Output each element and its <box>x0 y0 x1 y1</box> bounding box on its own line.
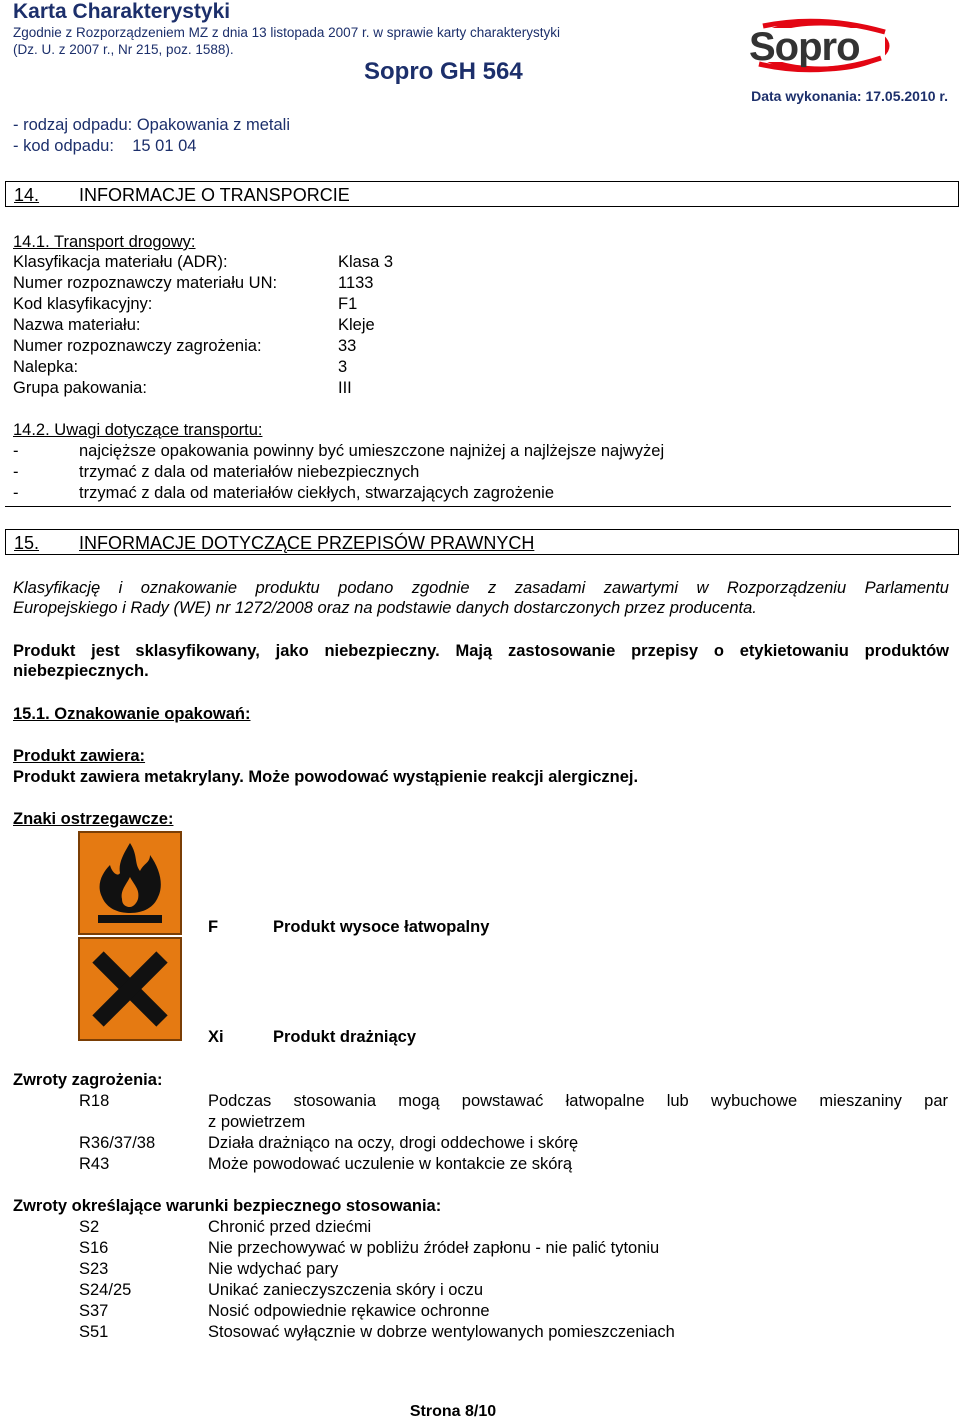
page-number: Strona 8/10 <box>409 1403 497 1420</box>
phrase-text: Nosić odpowiednie rękawice ochronne <box>208 1302 490 1320</box>
phrase-code: S23 <box>79 1260 109 1278</box>
phrase-text: Podczas stosowania mogą powstawać łatwopalne lub wybuchowe mieszaniny par <box>208 1092 948 1110</box>
phrase-code: R43 <box>79 1155 110 1173</box>
row-label: Nazwa materiału: <box>13 316 141 334</box>
symbol-code: Xi <box>208 1028 224 1046</box>
row-label: Grupa pakowania: <box>13 379 147 397</box>
list-dash: - <box>13 442 19 460</box>
list-item: trzymać z dala od materiałów niebezpiecznych <box>79 463 420 481</box>
legal-paragraph-line-2: Europejskiego i Rady (WE) nr 1272/2008 oraz na podstawie danych dostarczonych przez producenta. <box>13 599 757 617</box>
subsection-15-1-title: 15.1. Oznakowanie opakowań: <box>13 705 251 723</box>
section-15-header <box>5 529 959 555</box>
row-label: Klasyfikacja materiału (ADR): <box>13 253 228 271</box>
subsection-14-2-title: 14.2. Uwagi dotyczące transportu: <box>13 421 263 439</box>
logo-text: Sopro <box>749 25 860 69</box>
row-value: 33 <box>338 337 357 355</box>
phrase-code: S24/25 <box>79 1281 132 1299</box>
row-label: Kod klasyfikacyjny: <box>13 295 153 313</box>
issue-date: Data wykonania: 17.05.2010 r. <box>751 88 948 104</box>
risk-phrases-label: Zwroty zagrożenia: <box>13 1071 163 1089</box>
row-value: 1133 <box>338 274 374 292</box>
row-value: III <box>338 379 352 397</box>
waste-code: - kod odpadu: 15 01 04 <box>13 137 197 155</box>
legal-paragraph-line-1: Klasyfikację i oznakowanie produktu podano zgodnie z zasadami zawartymi w Rozporządzeniu Parlamentu <box>13 579 949 597</box>
divider <box>5 506 951 507</box>
row-label: Numer rozpoznawczy materiału UN: <box>13 274 278 292</box>
phrase-text: Nie wdychać pary <box>208 1260 339 1278</box>
symbol-text: Produkt drażniący <box>273 1028 417 1046</box>
phrase-text: Unikać zanieczyszczenia skóry i oczu <box>208 1281 484 1299</box>
section-title: INFORMACJE DOTYCZĄCE PRZEPISÓW PRAWNYCH <box>79 533 535 553</box>
phrase-code: S37 <box>79 1302 109 1320</box>
phrase-text: Nie przechowywać w pobliżu źródeł zapłonu - nie palić tytoniu <box>208 1239 660 1257</box>
list-item: najcięższe opakowania powinny być umieszczone najniżej a najlżejsze najwyżej <box>79 442 665 460</box>
product-name: Sopro GH 564 <box>364 58 523 85</box>
symbol-text: Produkt wysoce łatwopalny <box>273 918 490 936</box>
phrase-text-continued: z powietrzem <box>208 1113 306 1131</box>
phrase-code: S51 <box>79 1323 109 1341</box>
safety-phrases-label: Zwroty określające warunki bezpiecznego stosowania: <box>13 1197 442 1215</box>
list-item: trzymać z dala od materiałów ciekłych, stwarzających zagrożenie <box>79 484 555 502</box>
phrase-code: S16 <box>79 1239 109 1257</box>
row-value: 3 <box>338 358 348 376</box>
classification-line-1: Produkt jest sklasyfikowany, jako niebezpieczny. Mają zastosowanie przepisy o etykietowaniu produktów <box>13 642 949 660</box>
document-title: Karta Charakterystyki <box>13 0 231 23</box>
phrase-code: R36/37/38 <box>79 1134 156 1152</box>
phrase-code: S2 <box>79 1218 100 1236</box>
sopro-logo <box>745 18 893 74</box>
saltire-cross-icon <box>78 937 182 1041</box>
row-value: Kleje <box>338 316 375 334</box>
subsection-14-1-title: 14.1. Transport drogowy: <box>13 233 196 251</box>
symbol-code: F <box>208 918 219 936</box>
list-dash: - <box>13 463 19 481</box>
regulation-line-1: Zgodnie z Rozporządzeniem MZ z dnia 13 listopada 2007 r. w sprawie karty charakterystyki <box>13 25 561 40</box>
regulation-line-2: (Dz. U. z 2007 r., Nr 215, poz. 1588). <box>13 42 234 57</box>
phrase-text: Chronić przed dziećmi <box>208 1218 372 1236</box>
section-14-header <box>5 181 959 207</box>
row-label: Nalepka: <box>13 358 79 376</box>
row-value: F1 <box>338 295 358 313</box>
section-title: INFORMACJE O TRANSPORCIE <box>79 185 350 205</box>
contains-text: Produkt zawiera metakrylany. Może powodować wystąpienie reakcji alergicznej. <box>13 768 639 786</box>
warning-signs-label: Znaki ostrzegawcze: <box>13 810 174 828</box>
phrase-code: R18 <box>79 1092 110 1110</box>
flame-icon <box>78 831 182 935</box>
section-number: 14. <box>14 185 40 205</box>
contains-label: Produkt zawiera: <box>13 747 146 765</box>
row-label: Numer rozpoznawczy zagrożenia: <box>13 337 262 355</box>
phrase-text: Stosować wyłącznie w dobrze wentylowanych pomieszczeniach <box>208 1323 675 1341</box>
list-dash: - <box>13 484 19 502</box>
row-value: Klasa 3 <box>338 253 394 271</box>
phrase-text: Działa drażniąco na oczy, drogi oddechowe i skórę <box>208 1134 579 1152</box>
classification-line-2: niebezpiecznych. <box>13 662 149 680</box>
waste-type: - rodzaj odpadu: Opakowania z metali <box>13 116 290 134</box>
phrase-text: Może powodować uczulenie w kontakcie ze skórą <box>208 1155 573 1173</box>
section-number: 15. <box>14 533 40 553</box>
